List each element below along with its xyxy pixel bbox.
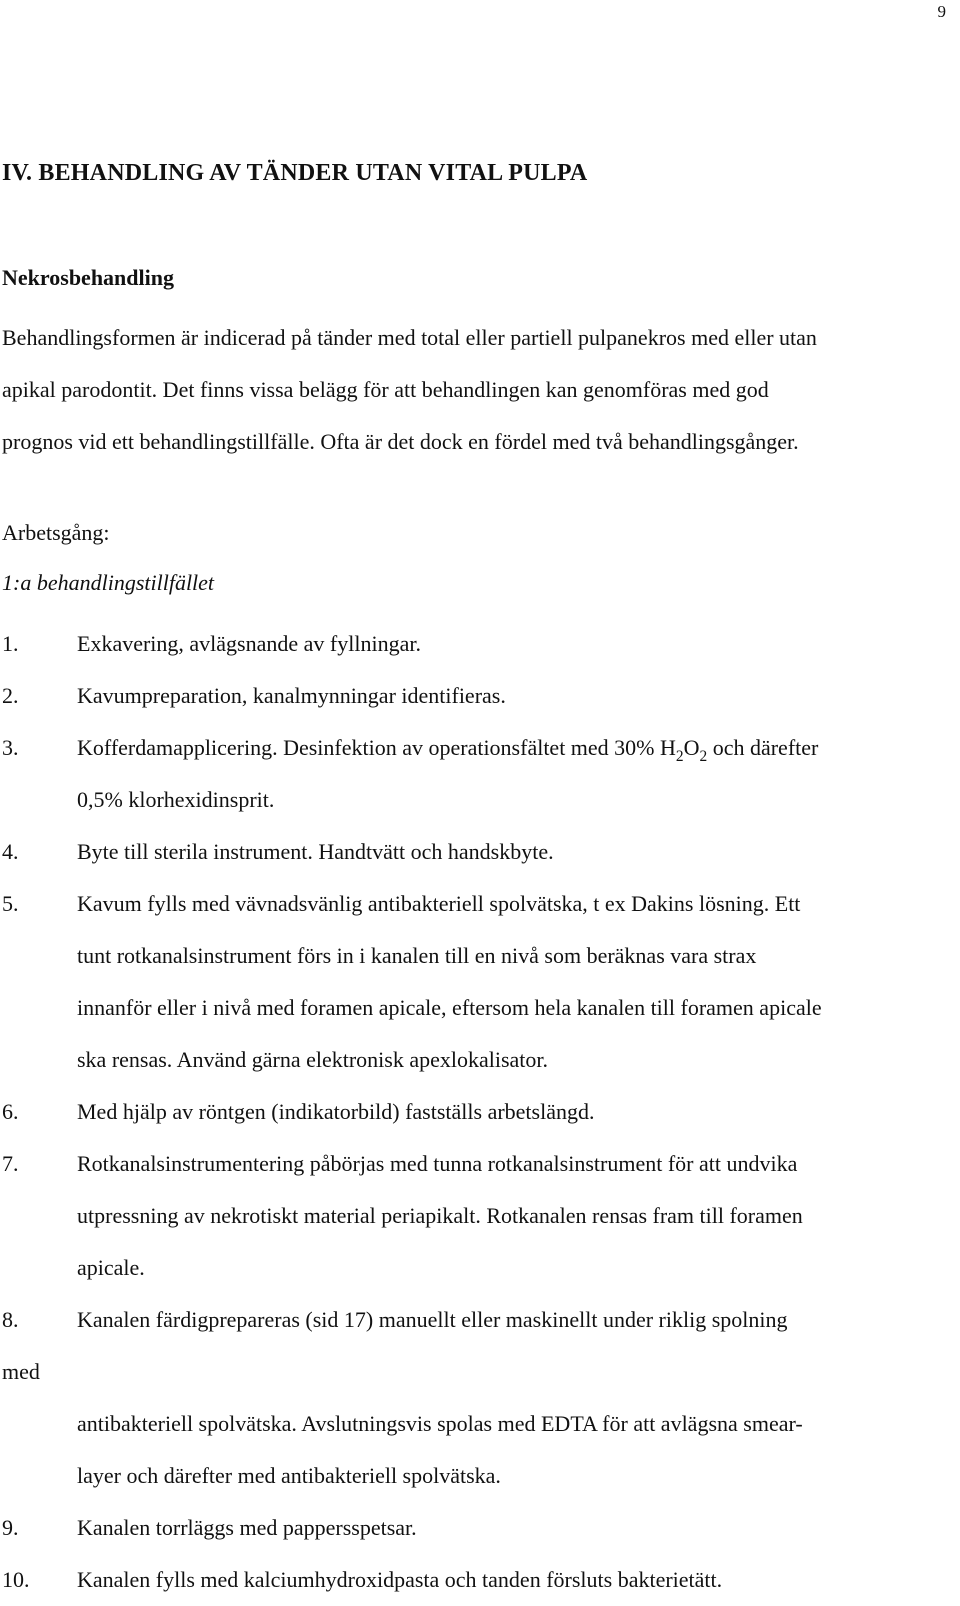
step-text: Med hjälp av röntgen (indikatorbild) fastställs arbetslängd. [77, 1099, 595, 1124]
step-text-part: och därefter [707, 735, 819, 760]
intro-paragraph [2, 312, 952, 468]
step-number: 1. [2, 631, 19, 656]
intro-line: apikal parodontit. Det finns vissa belägg för att behandlingen kan genomföras med god [2, 377, 769, 402]
step-item [2, 618, 952, 670]
step-text: innanför eller i nivå med foramen apicale, eftersom hela kanalen till foramen apicale [77, 995, 822, 1020]
step-number: 9. [2, 1515, 19, 1540]
step-item [2, 826, 952, 878]
step-number: 4. [2, 839, 19, 864]
step-text-part: Kofferdamapplicering. Desinfektion av operationsfältet med 30% H [77, 735, 676, 760]
subscript: 2 [675, 748, 684, 765]
step-text-part: O [683, 735, 700, 760]
section-title: Nekrosbehandling [2, 265, 174, 290]
step-item [2, 1294, 952, 1502]
step-text: apicale. [77, 1255, 145, 1280]
step-item [2, 722, 952, 826]
step-text: 0,5% klorhexidinsprit. [77, 787, 275, 812]
subscript: 2 [699, 748, 708, 765]
step-item [2, 1502, 952, 1554]
step-number: 7. [2, 1151, 19, 1176]
step-number: 3. [2, 735, 19, 760]
step-text [77, 722, 952, 774]
step-item [2, 878, 952, 1086]
intro-line: Behandlingsformen är indicerad på tänder med total eller partiell pulpanekros med eller utan [2, 325, 817, 350]
step-item [2, 1138, 952, 1294]
step-item [2, 1086, 952, 1138]
step-text: Byte till sterila instrument. Handtvätt och handskbyte. [77, 839, 554, 864]
step-number: 10. [2, 1567, 30, 1592]
step-text: Exkavering, avlägsnande av fyllningar. [77, 631, 421, 656]
step-text: antibakteriell spolvätska. Avslutningsvis spolas med EDTA för att avlägsna smear- [77, 1411, 803, 1436]
step-text: Kanalen torrläggs med pappersspetsar. [77, 1515, 417, 1540]
step-text: layer och därefter med antibakteriell spolvätska. [77, 1463, 501, 1488]
step-text: Kavumpreparation, kanalmynningar identifieras. [77, 683, 506, 708]
step-text: Kanalen fylls med kalciumhydroxidpasta och tanden försluts bakterietätt. [77, 1567, 723, 1592]
step-text-overflow: med [2, 1359, 40, 1384]
session-label: 1:a behandlingstillfället [2, 570, 215, 595]
step-number: 2. [2, 683, 19, 708]
step-number: 8. [2, 1307, 19, 1332]
step-number: 5. [2, 891, 19, 916]
step-text: Rotkanalsinstrumentering påbörjas med tunna rotkanalsinstrument för att undvika [77, 1151, 798, 1176]
workflow-label: Arbetsgång: [2, 520, 110, 545]
intro-line: prognos vid ett behandlingstillfälle. Ofta är det dock en fördel med två behandlingsgånger. [2, 429, 799, 454]
step-text: Kavum fylls med vävnadsvänlig antibakteriell spolvätska, t ex Dakins lösning. Ett [77, 891, 801, 916]
step-text: ska rensas. Använd gärna elektronisk apexlokalisator. [77, 1047, 549, 1072]
step-text: Kanalen färdigprepareras (sid 17) manuellt eller maskinellt under riklig spolning [77, 1307, 788, 1332]
step-text: tunt rotkanalsinstrument förs in i kanalen till en nivå som beräknas vara strax [77, 943, 757, 968]
chapter-title: IV. BEHANDLING AV TÄNDER UTAN VITAL PULPA [2, 160, 588, 186]
step-item [2, 1554, 952, 1606]
page-number: 9 [937, 2, 946, 21]
step-text: utpressning av nekrotiskt material periapikalt. Rotkanalen rensas fram till foramen [77, 1203, 803, 1228]
step-number: 6. [2, 1099, 19, 1124]
step-item [2, 670, 952, 722]
step-list [2, 618, 952, 1606]
